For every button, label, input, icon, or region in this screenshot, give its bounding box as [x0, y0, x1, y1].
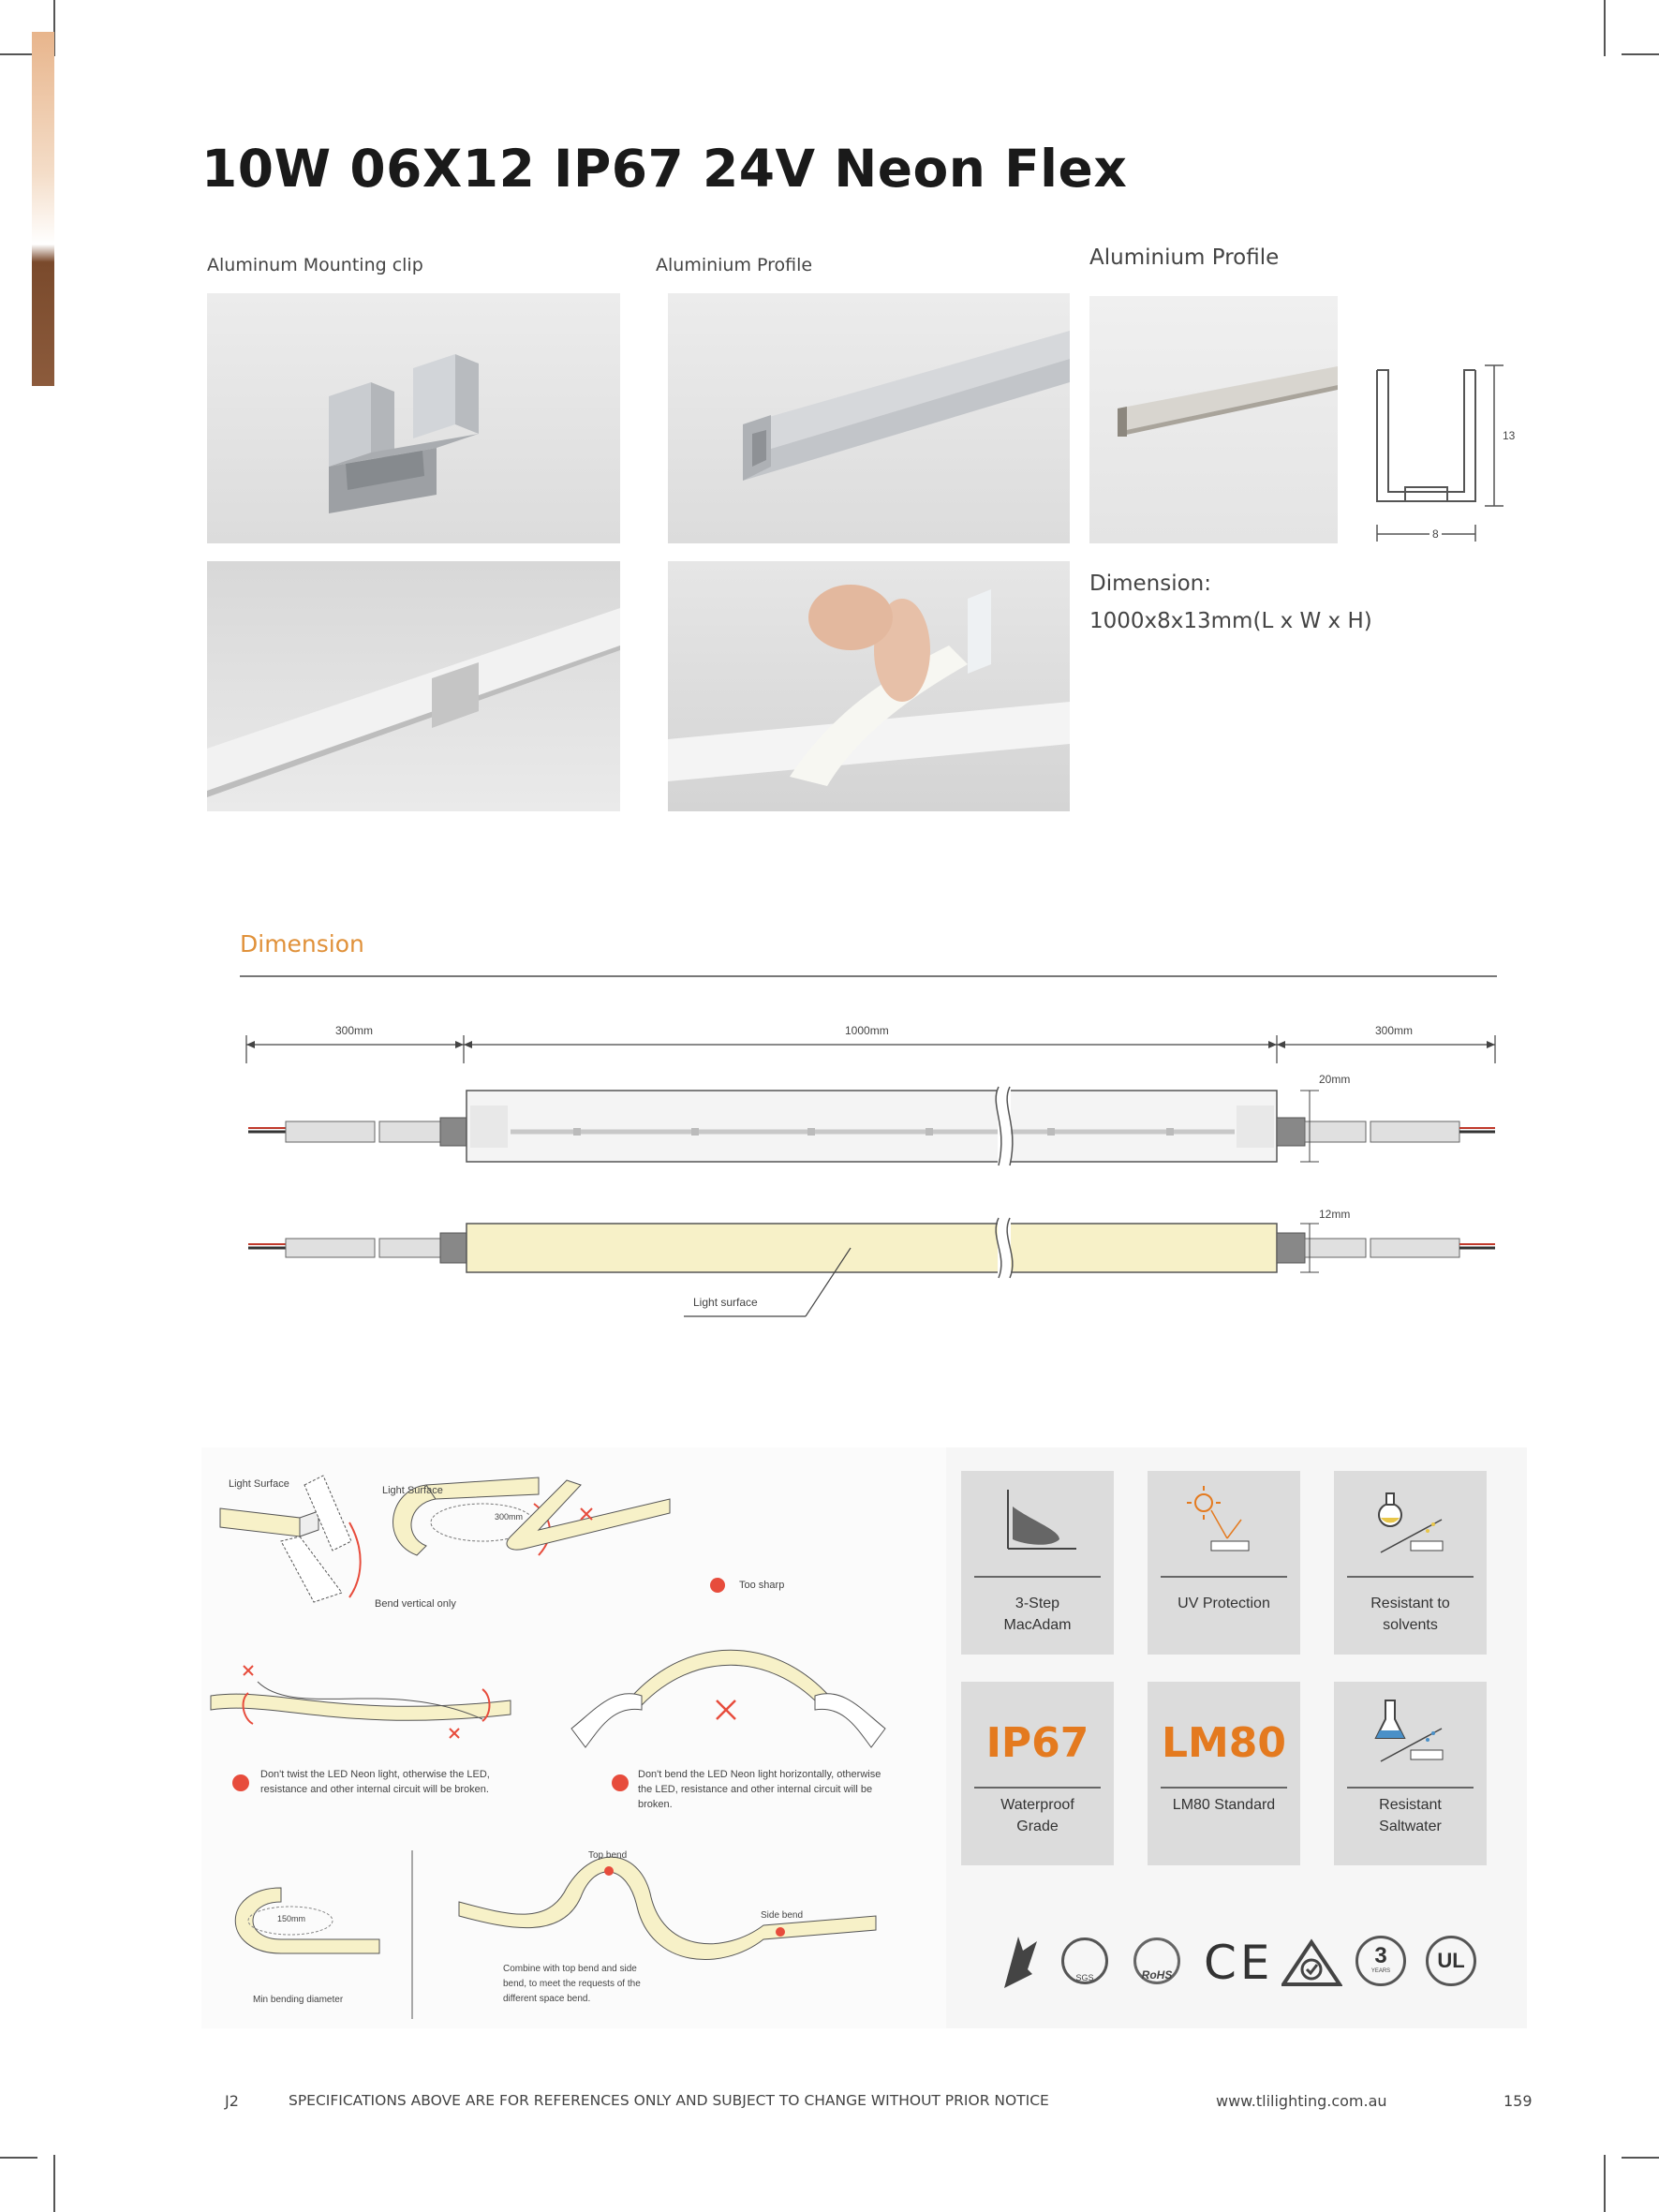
section-title-dimension: Dimension [240, 930, 364, 958]
feature-card-saltwater [1334, 1682, 1487, 1865]
min-bending-drawing [235, 1850, 412, 2019]
cert-sgs-icon [1061, 1937, 1108, 1984]
flask-icon [1371, 1482, 1456, 1562]
ip67-badge: IP67 [985, 1719, 1089, 1767]
feature-label: Resistant Saltwater [1379, 1797, 1442, 1834]
bend-vertical-label: Bend vertical only [375, 1598, 456, 1610]
crop-mark [1604, 2155, 1606, 2212]
hand-illustration [668, 561, 1070, 811]
flask-drop-icon [1371, 1691, 1456, 1771]
feature-label: Waterproof Grade [1000, 1797, 1074, 1834]
top-bend-label: Top bend [588, 1850, 628, 1861]
crop-mark [0, 2157, 37, 2159]
neon-strip-top-view [248, 1218, 1495, 1316]
caption-mounting-clip: Aluminum Mounting clip [207, 255, 423, 275]
cert-rcm-icon [1281, 1937, 1342, 1989]
feature-label: 3-Step MacAdam [1003, 1596, 1072, 1633]
feature-card-lm80 [1148, 1682, 1300, 1865]
photo-mounted-strip [207, 561, 620, 811]
install-drawings [201, 1447, 951, 2028]
feature-label: LM80 Standard [1172, 1797, 1276, 1813]
dim-height-12: 12mm [1319, 1208, 1351, 1221]
caption-aluminium-profile-2: Aluminium Profile [1089, 245, 1280, 270]
warranty-sub: YEARS [1370, 1968, 1391, 1974]
profile-height-label: 13 [1503, 429, 1516, 442]
section-rule [240, 975, 1497, 977]
page-title: 10W 06X12 IP67 24V Neon Flex [201, 139, 1128, 199]
macadam-icon [1003, 1488, 1078, 1553]
lm80-badge: LM80 [1161, 1719, 1287, 1767]
crop-mark [1622, 2157, 1659, 2159]
photo-mounting-clip [207, 293, 620, 543]
dimension-drawing [234, 1012, 1508, 1330]
dimension-value: 1000x8x13mm(L x W x H) [1089, 609, 1372, 633]
dim-mid-1000: 1000mm [845, 1024, 889, 1037]
ul-text: UL [1437, 1949, 1465, 1972]
dim-height-20: 20mm [1319, 1073, 1351, 1086]
profile-illustration [668, 293, 1070, 543]
profile-width-label: 8 [1429, 527, 1442, 541]
caption-aluminium-profile: Aluminium Profile [656, 255, 813, 275]
dim-right-300: 300mm [1375, 1024, 1414, 1037]
cert-cqc-icon [995, 1932, 1042, 1993]
no-twist-text: Don't twist the LED Neon light, otherwise the LED, resistance and other internal circuit will be broken. [260, 1769, 490, 1795]
no-horizontal-text: Don't bend the LED Neon light horizontally, otherwise the LED, resistance and other internal circuit will be broken. [638, 1769, 881, 1810]
combined-bend-drawing [459, 1857, 876, 1959]
footer-page-number: 159 [1503, 2092, 1533, 2110]
side-color-bar [32, 32, 54, 386]
photo-aluminium-profile-2 [1089, 296, 1338, 543]
footer-page-code: J2 [225, 2092, 239, 2110]
crop-mark [53, 2155, 55, 2212]
neon-strip-side-view [248, 1087, 1495, 1165]
photo-aluminium-profile [668, 293, 1070, 543]
feature-label: UV Protection [1178, 1596, 1270, 1611]
light-surface-b: Light Surface [382, 1485, 443, 1496]
photo-hand-neon [668, 561, 1070, 811]
dim-left-300: 300mm [335, 1024, 374, 1037]
sun-icon [1185, 1482, 1269, 1562]
bend-300-label: 300mm [495, 1512, 524, 1522]
too-sharp-drawing [507, 1480, 725, 1593]
dimension-label: Dimension: [1089, 572, 1212, 596]
min-bending-label: Min bending diameter [253, 1995, 344, 2005]
too-sharp-label: Too sharp [739, 1580, 785, 1591]
cert-ce-icon: CE [1204, 1936, 1274, 1990]
rohs-text: RoHS [1141, 1968, 1173, 1982]
profile-cross-section [1368, 356, 1527, 553]
light-surface-a: Light Surface [229, 1478, 289, 1490]
feature-label: Resistant to solvents [1370, 1596, 1450, 1633]
feature-card-solvents [1334, 1471, 1487, 1655]
side-bend-label: Side bend [761, 1910, 804, 1921]
cert-rohs-icon [1133, 1937, 1180, 1984]
clip-illustration [207, 293, 620, 543]
feature-card-macadam [961, 1471, 1114, 1655]
crop-mark [1604, 0, 1606, 56]
cert-warranty-icon [1355, 1936, 1406, 1986]
cert-ul-icon [1426, 1936, 1476, 1986]
sgs-text: SGS [1075, 1973, 1094, 1982]
footer-notice: SPECIFICATIONS ABOVE ARE FOR REFERENCES ONLY AND SUBJECT TO CHANGE WITHOUT PRIOR NOTICE [289, 2092, 1049, 2109]
footer-url: www.tlilighting.com.au [1216, 2092, 1387, 2110]
bend-150-label: 150mm [277, 1914, 306, 1923]
mounted-strip-illustration [207, 561, 620, 811]
warranty-years: 3 [1374, 1943, 1387, 1968]
light-surface-label: Light surface [693, 1296, 758, 1309]
profile-strip-illustration [1089, 296, 1338, 543]
combine-text: Combine with top bend and side bend, to meet the requests of the different space bend. [503, 1964, 641, 2004]
feature-card-uv [1148, 1471, 1300, 1655]
crop-mark [1622, 53, 1659, 55]
feature-card-ip67 [961, 1682, 1114, 1865]
